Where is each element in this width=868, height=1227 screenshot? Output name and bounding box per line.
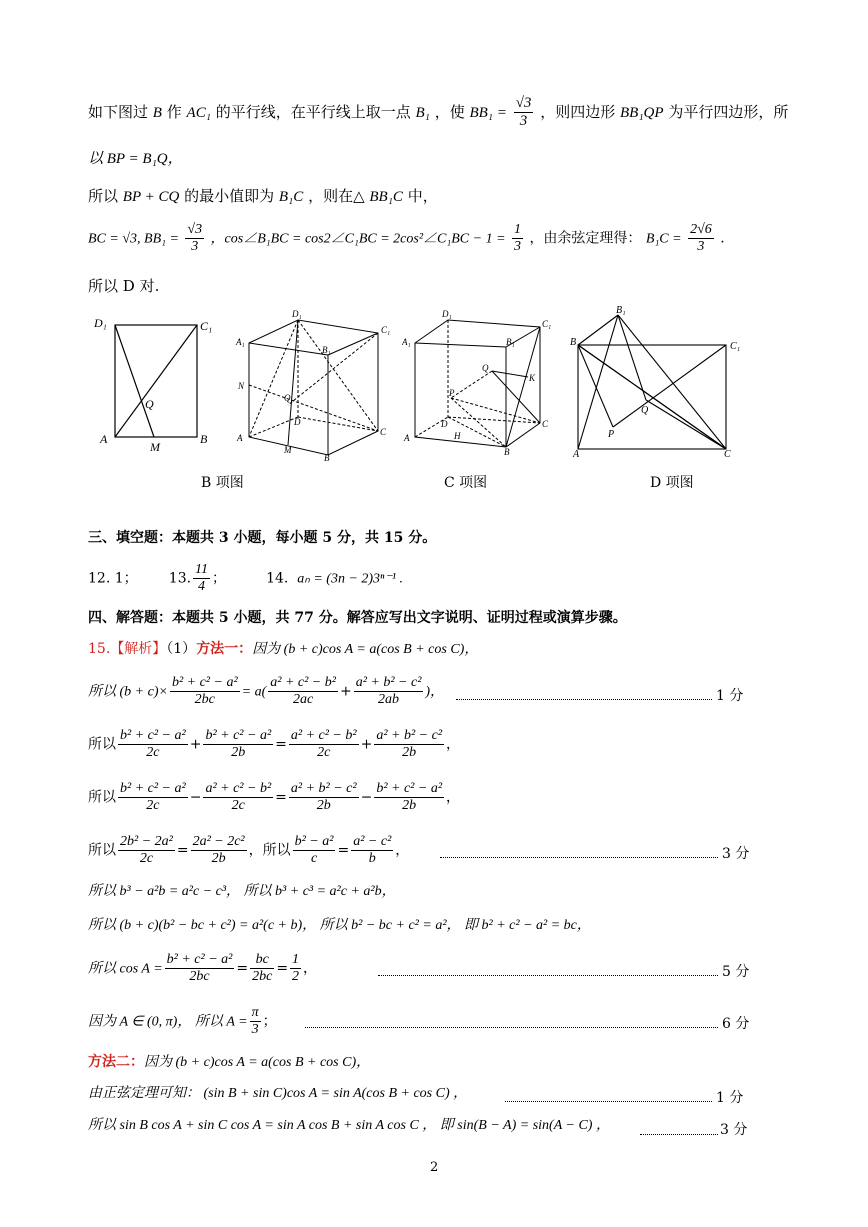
svg-text:C₁: C₁ — [730, 341, 741, 352]
figure-cc-labels — [401, 309, 551, 457]
q15-line-2: 所以 $\frac{\text{b² + c² − a²}}{2c}$ + $\frac{\text{b² + c² − a²}}{2b}$ = $\frac{\text{a² + c² − b²}}{2c}$ + $\frac{\text{a² + b² − c²}}{2b}$ ， — [88, 728, 461, 761]
svg-text:D₁: D₁ — [292, 309, 302, 319]
text-line-4: BC = √3, BB₁ = $\frac{√3}{3}$ ，cos∠B₁BC = cos2∠C₁BC = 2cos²∠C₁BC − 1 = $\frac{1}{3}$ ，由余弦定理得： B₁C = $\frac{2√6}{3}$ . — [88, 222, 725, 255]
score: 6 分 — [722, 1016, 750, 1032]
caption-b: B 项图 — [201, 475, 244, 491]
text: 如下图过 — [88, 102, 149, 121]
svg-text:N: N — [238, 381, 245, 391]
score: 3 分 — [722, 846, 750, 862]
q15-line-5: 所以 b³ − a²b = a²c − c³， 所以 b³ + c³ = a²c + a²b， — [88, 884, 396, 899]
q15-line-6: 所以 (b + c)(b² − bc + c²) = a²(c + b)， 所以 b² − bc + c² = a²， 即 b² + c² − a² = bc， — [88, 918, 591, 933]
q15-line-7: 所以 cos A = $\frac{\text{b² + c² − a²}}{2bc}$ = $\frac{bc}{2bc}$ = $\frac{1}{2}$ ， — [88, 952, 318, 985]
text-line-1 — [88, 95, 788, 131]
text-line-2: 以 BP = B₁Q， — [88, 151, 183, 167]
caption-c: C 项图 — [444, 475, 488, 491]
svg-text:Q: Q — [482, 363, 489, 373]
q15-line-1: 所以 (b + c)× $\frac{\text{b² + c² − a²}}{2bc}$ = a( $\frac{\text{a² + c² − b²}}{2ac}$ + $\frac{\text{a² + b² − c²}}{2ab}$ )， — [88, 675, 445, 708]
caption-d: D 项图 — [650, 475, 694, 491]
math: B₁ — [415, 104, 430, 121]
figures — [88, 305, 788, 465]
leader-dots — [305, 1027, 718, 1028]
svg-text:A₁: A₁ — [402, 337, 411, 347]
math: BB₁QP — [620, 104, 664, 121]
text: ，使 — [434, 102, 465, 121]
figure-d-labels — [570, 305, 740, 460]
q15-line-3: 所以 $\frac{\text{b² + c² − a²}}{2c}$ − $\frac{\text{a² + c² − b²}}{2c}$ = $\frac{\text{a² + b² − c²}}{2b}$ − $\frac{\text{b² + c² − a²}}{2b}$ ， — [88, 781, 461, 814]
svg-text:C₁: C₁ — [542, 319, 552, 329]
svg-text:C: C — [542, 419, 549, 429]
label: B — [200, 432, 208, 446]
svg-text:A: A — [573, 449, 580, 460]
label: Q — [145, 397, 154, 411]
svg-text:B₁: B₁ — [616, 305, 626, 316]
figure-cc — [415, 320, 540, 447]
section-heading-4: 四、解答题：本题共 5 小题，共 77 分。解答应写出文字说明、证明过程或演算步骤。 — [88, 610, 627, 626]
svg-text:Q: Q — [641, 405, 649, 416]
score: 1 分 — [716, 1090, 744, 1106]
svg-text:A: A — [404, 433, 410, 443]
svg-text:C: C — [380, 427, 387, 437]
svg-text:K: K — [529, 373, 536, 383]
figure-c-labels — [235, 309, 390, 463]
text: 为平行四边形，所 — [668, 102, 789, 121]
leader-dots — [378, 975, 718, 976]
q15-method2-line-2: 所以 sin B cos A + sin C cos A = sin A cos B + sin A cos C ， 即 sin(B − A) = sin(A − C) ， — [88, 1118, 610, 1133]
svg-text:B₁: B₁ — [506, 337, 515, 347]
section-heading-3: 三、填空题：本题共 3 小题，每小题 5 分，共 15 分。 — [88, 530, 437, 546]
svg-text:D: D — [441, 419, 448, 429]
score: 1 分 — [716, 688, 744, 704]
figure-b — [115, 325, 197, 437]
leader-dots — [505, 1101, 712, 1102]
page-number: 2 — [430, 1160, 439, 1175]
leader-dots — [640, 1134, 718, 1135]
svg-text:Q: Q — [284, 393, 291, 403]
label: A — [100, 432, 108, 446]
label: C₁ — [200, 319, 213, 333]
label: D₁ — [94, 316, 107, 330]
math: B — [152, 104, 162, 121]
svg-text:A: A — [237, 433, 243, 443]
text: ，则四边形 — [540, 102, 616, 121]
svg-text:P: P — [449, 388, 455, 398]
svg-text:H: H — [454, 431, 461, 441]
svg-text:B: B — [504, 447, 510, 457]
q15-line-8: 因为 A ∈ (0, π)， 所以 A = $\frac{\pi}{3}$ ； — [88, 1005, 277, 1038]
answers-row: 12. 1； 13. $\frac{11}{4}$ ； 14. aₙ = (3n − 2)3ⁿ⁻¹ . — [88, 562, 404, 595]
math: BB₁ = — [469, 104, 507, 121]
leader-dots — [456, 699, 712, 700]
q15-line-4: 所以 $\frac{\text{2b² − 2a²}}{2c}$ = $\frac{\text{2a² − 2c²}}{2b}$ ，所以 $\frac{\text{b² − a²}}{c}$ = $\frac{\text{a² − c²}}{b}$ ， — [88, 834, 410, 867]
figure-c — [249, 320, 378, 455]
fraction: $\frac{√3}{3}$ — [515, 95, 532, 130]
q15-method2-line-1: 由正弦定理可知： (sin B + sin C)cos A = sin A(cos B + cos C) ， — [88, 1086, 468, 1101]
label: M — [150, 440, 160, 454]
leader-dots — [440, 857, 718, 858]
q15-line-0: 15.【解析】（1）方法一：因为 (b + c)cos A = a(cos B + cos C)， — [88, 641, 479, 657]
text: 作 — [166, 102, 182, 121]
text: 的平行线，在平行线上取一点 — [215, 102, 411, 121]
svg-text:A₁: A₁ — [236, 337, 245, 347]
math: AC₁ — [186, 104, 211, 121]
text-line-5: 所以 D 对. — [88, 277, 160, 295]
svg-text:D₁: D₁ — [442, 309, 452, 319]
svg-text:C₁: C₁ — [381, 325, 391, 335]
svg-text:M: M — [284, 445, 292, 455]
svg-text:B: B — [324, 453, 330, 463]
figure-d — [578, 315, 726, 449]
text-line-3: 所以 BP + CQ 的最小值即为 B₁C ，则在△ BB₁C 中， — [88, 187, 438, 205]
score: 3 分 — [720, 1122, 748, 1138]
svg-text:D: D — [294, 417, 301, 427]
svg-text:B: B — [570, 337, 577, 348]
svg-text:B₁: B₁ — [322, 345, 331, 355]
svg-text:P: P — [608, 429, 615, 440]
score: 5 分 — [722, 964, 750, 980]
svg-text:C: C — [724, 449, 731, 460]
q15-method2-line-0: 方法二：因为 (b + c)cos A = a(cos B + cos C)， — [88, 1054, 371, 1070]
